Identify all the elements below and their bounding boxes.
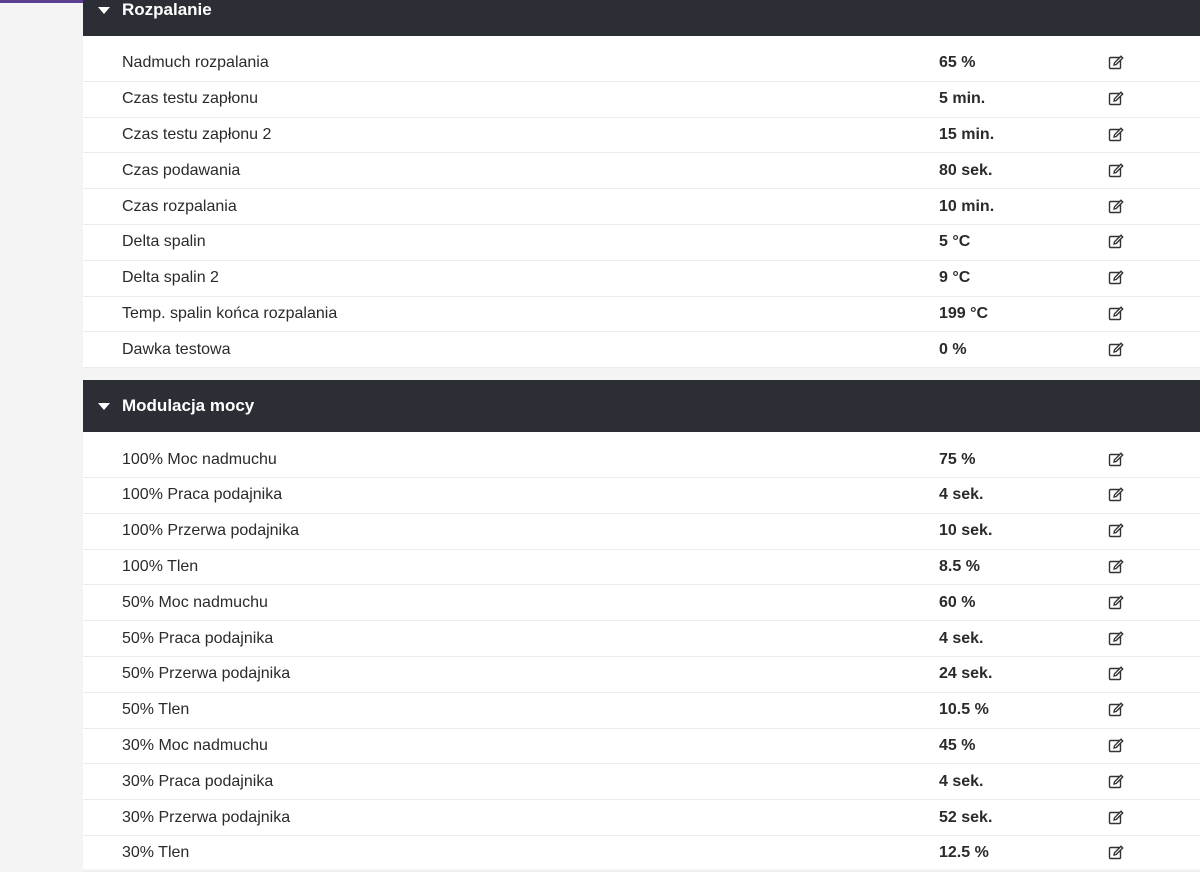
parameter-value: 5 min. <box>939 90 986 108</box>
edit-icon[interactable] <box>1107 522 1125 540</box>
caret-down-icon <box>98 403 110 410</box>
parameter-label: 100% Praca podajnika <box>122 486 283 504</box>
parameter-value: 0 % <box>939 340 967 358</box>
parameter-row <box>83 729 1200 765</box>
parameter-value: 12.5 % <box>939 844 989 862</box>
edit-icon[interactable] <box>1107 54 1125 72</box>
parameter-row <box>83 764 1200 800</box>
parameter-value: 4 sek. <box>939 486 984 504</box>
parameter-label: 100% Moc nadmuchu <box>122 450 277 468</box>
parameter-row <box>83 657 1200 693</box>
parameter-label: 50% Tlen <box>122 701 190 719</box>
parameter-value: 10 min. <box>939 197 995 215</box>
parameter-value: 65 % <box>939 54 976 72</box>
parameter-value: 15 min. <box>939 125 995 143</box>
parameter-label: 30% Tlen <box>122 844 190 862</box>
edit-icon[interactable] <box>1107 558 1125 576</box>
parameter-row <box>83 621 1200 657</box>
edit-icon[interactable] <box>1107 198 1125 216</box>
parameter-label: 100% Przerwa podajnika <box>122 522 299 540</box>
parameter-row <box>83 442 1200 478</box>
edit-icon[interactable] <box>1107 773 1125 791</box>
parameter-label: Czas testu zapłonu 2 <box>122 125 272 143</box>
parameter-value: 8.5 % <box>939 557 980 575</box>
parameter-label: 30% Moc nadmuchu <box>122 736 268 754</box>
parameter-label: Czas rozpalania <box>122 197 237 215</box>
parameter-row <box>83 693 1200 729</box>
parameter-row <box>83 514 1200 550</box>
parameter-list <box>83 36 1200 368</box>
section-gap <box>83 368 1200 380</box>
parameter-label: 30% Przerwa podajnika <box>122 808 291 826</box>
parameter-label: 50% Moc nadmuchu <box>122 593 268 611</box>
parameter-value: 199 °C <box>939 304 989 322</box>
parameter-row <box>83 550 1200 586</box>
edit-icon[interactable] <box>1107 233 1125 251</box>
parameter-value: 75 % <box>939 450 976 468</box>
parameter-row <box>83 332 1200 368</box>
parameter-label: Temp. spalin końca rozpalania <box>122 304 338 322</box>
section-modulacja-mocy <box>83 380 1200 872</box>
edit-icon[interactable] <box>1107 737 1125 755</box>
parameter-row <box>83 261 1200 297</box>
edit-icon[interactable] <box>1107 269 1125 287</box>
caret-down-icon <box>98 7 110 14</box>
parameter-row <box>83 478 1200 514</box>
edit-icon[interactable] <box>1107 630 1125 648</box>
edit-icon[interactable] <box>1107 90 1125 108</box>
parameter-row <box>83 82 1200 118</box>
parameter-label: 30% Praca podajnika <box>122 772 274 790</box>
edit-icon[interactable] <box>1107 701 1125 719</box>
parameter-value: 9 °C <box>939 269 971 287</box>
parameter-row <box>83 153 1200 189</box>
parameter-value: 45 % <box>939 736 976 754</box>
parameter-value: 52 sek. <box>939 808 993 826</box>
section-header-rozpalanie[interactable] <box>83 0 1200 36</box>
edit-icon[interactable] <box>1107 486 1125 504</box>
parameter-value: 5 °C <box>939 233 971 251</box>
parameter-label: 100% Tlen <box>122 557 199 575</box>
parameter-row <box>83 225 1200 261</box>
edit-icon[interactable] <box>1107 594 1125 612</box>
edit-icon[interactable] <box>1107 451 1125 469</box>
parameter-label: 50% Praca podajnika <box>122 629 274 647</box>
parameter-row <box>83 800 1200 836</box>
parameter-label: Dawka testowa <box>122 340 231 358</box>
parameter-row <box>83 46 1200 82</box>
parameter-label: 50% Przerwa podajnika <box>122 665 291 683</box>
parameter-value: 10.5 % <box>939 701 989 719</box>
parameter-list <box>83 432 1200 872</box>
parameter-value: 24 sek. <box>939 665 993 683</box>
parameter-value: 60 % <box>939 593 976 611</box>
parameter-label: Nadmuch rozpalania <box>122 54 269 72</box>
parameter-label: Czas testu zapłonu <box>122 90 259 108</box>
parameter-row <box>83 585 1200 621</box>
edit-icon[interactable] <box>1107 305 1125 323</box>
parameter-value: 4 sek. <box>939 772 984 790</box>
edit-icon[interactable] <box>1107 665 1125 683</box>
parameter-value: 10 sek. <box>939 522 993 540</box>
edit-icon[interactable] <box>1107 809 1125 827</box>
parameter-label: Delta spalin 2 <box>122 269 219 287</box>
edit-icon[interactable] <box>1107 162 1125 180</box>
parameter-label: Czas podawania <box>122 161 241 179</box>
parameter-value: 4 sek. <box>939 629 984 647</box>
edit-icon[interactable] <box>1107 341 1125 359</box>
parameter-label: Delta spalin <box>122 233 206 251</box>
section-rozpalanie <box>83 0 1200 368</box>
parameter-row <box>83 836 1200 872</box>
parameter-row <box>83 118 1200 154</box>
parameter-row <box>83 189 1200 225</box>
settings-panel <box>83 0 1200 869</box>
edit-icon[interactable] <box>1107 126 1125 144</box>
section-title: Modulacja mocy <box>122 396 255 416</box>
section-title: Rozpalanie <box>122 0 212 19</box>
edit-icon[interactable] <box>1107 844 1125 862</box>
section-header-modulacja-mocy[interactable] <box>83 380 1200 432</box>
parameter-row <box>83 297 1200 333</box>
parameter-value: 80 sek. <box>939 161 993 179</box>
